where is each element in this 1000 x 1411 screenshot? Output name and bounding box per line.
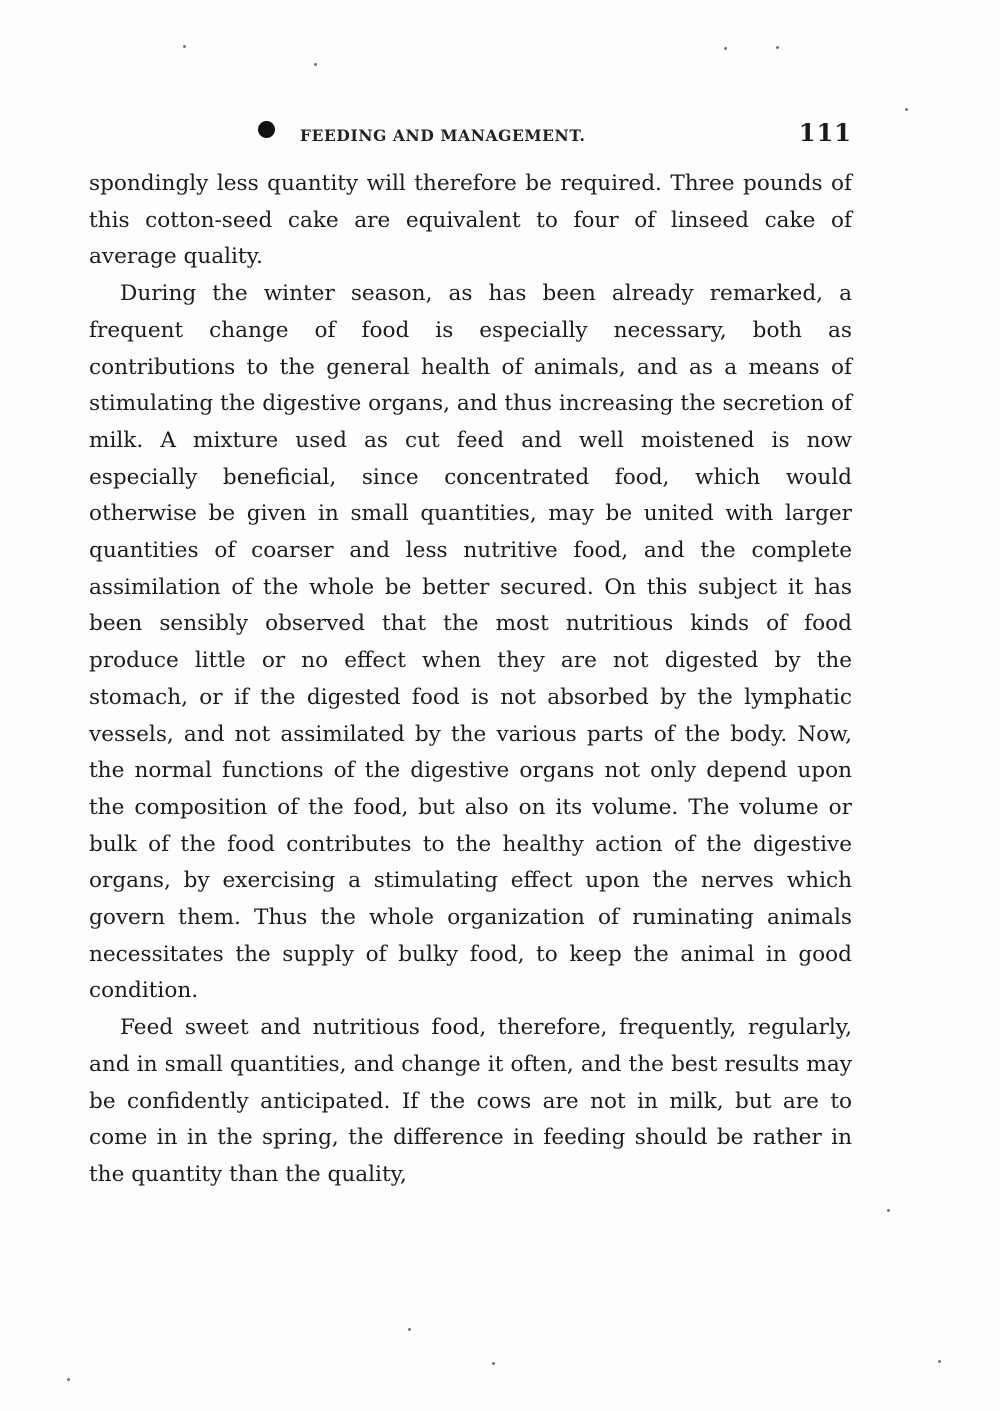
scan-speck (887, 1209, 890, 1212)
scan-speck (183, 45, 186, 48)
ink-blot (258, 121, 275, 138)
scan-speck (724, 47, 727, 50)
scan-speck (905, 108, 908, 111)
page-header (90, 118, 852, 148)
page-number: 111 (798, 118, 852, 147)
paragraph-continued: spondingly less quantity will therefore be required. Three pounds of this cotton-seed cake are equivalent to four of linseed cake of average quality. (89, 171, 852, 270)
paragraph-feeding-advice: Feed sweet and nutritious food, therefore, frequently, regularly, and in small quantities, and change it often, and the best results may be confidently anticipated. If the cows are not in milk, but are to come in in the spring, the difference in feeding should be rather in the quantity than the quality, (89, 1015, 852, 1187)
scan-speck (67, 1378, 70, 1381)
scan-speck (492, 1362, 495, 1365)
scan-speck (938, 1360, 941, 1363)
running-title: FEEDING AND MANAGEMENT. (300, 126, 586, 145)
body-text (89, 166, 852, 1194)
scan-speck (314, 63, 317, 66)
scan-speck (408, 1328, 411, 1331)
paragraph-winter-feeding: During the winter season, as has been already remarked, a frequent change of food is especially necessary, both as contributions to the general health of animals, and as a means of stimulating the digestive organs, and thus increasing the secretion of milk. A mixture used as cut feed and well moistened is now especially beneficial, since concentrated food, which would otherwise be given in small quantities, may be united with larger quantities of coarser and less nutritive food, and the complete assimilation of the whole be better secured. On this subject it has been sensibly observed that the most nutritious kinds of food produce little or no effect when they are not digested by the stomach, or if the digested food is not absorbed by the lymphatic vessels, and not assimilated by the various parts of the body. Now, the normal functions of the digestive organs not only depend upon the composition of the food, but also on its volume. The volume or bulk of the food contributes to the healthy action of the digestive organs, by exercising a stimulating effect upon the nerves which govern them. Thus the whole organization of ruminating animals necessitates the supply of bulky food, to keep the animal in good condition. (89, 281, 852, 1004)
scan-speck (776, 46, 779, 49)
